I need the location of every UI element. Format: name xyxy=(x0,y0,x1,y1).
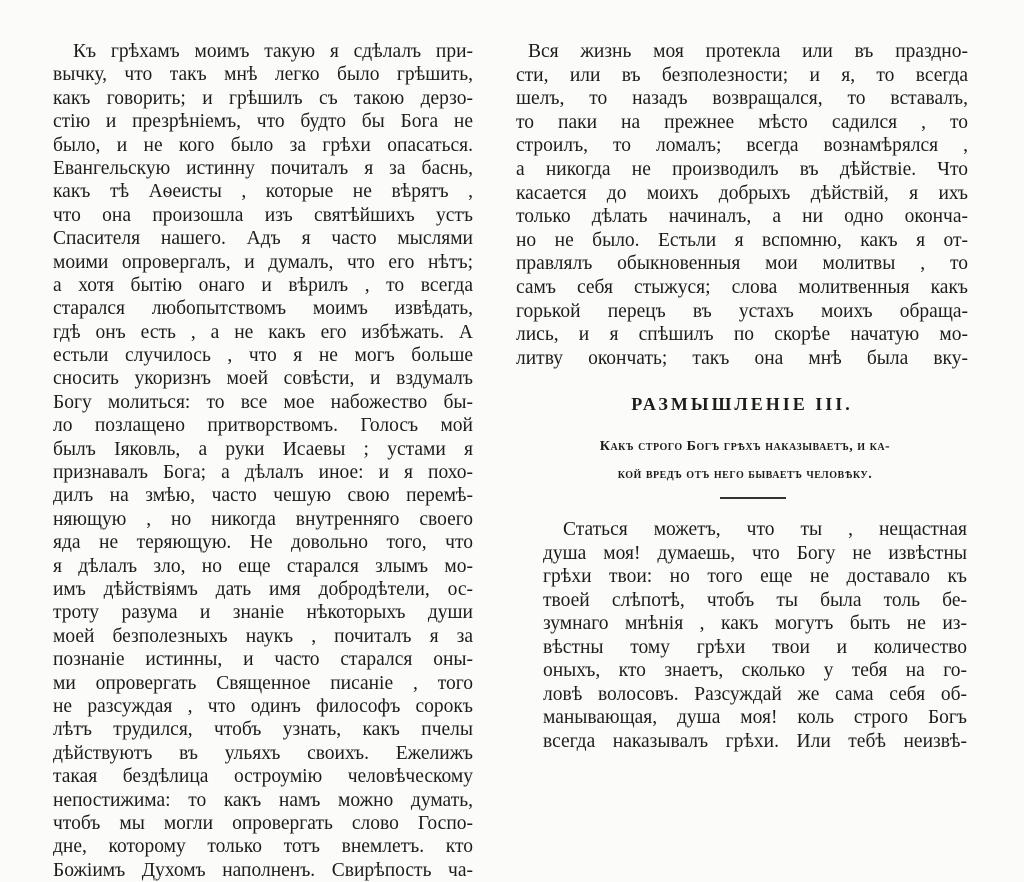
text-line: грѣхи твои: но того еще не доставало къ xyxy=(543,566,967,587)
chapter-subtitle xyxy=(530,433,960,489)
right-page-paragraph xyxy=(543,518,967,753)
text-line: моей безполезныхъ наукъ , почиталъ я за xyxy=(53,625,473,647)
chapter-heading: РАЗМЫШЛЕНІЕ III. xyxy=(631,394,853,414)
text-line: чтобъ мы могли опровергать слово Госпо- xyxy=(53,812,473,834)
text-line: литву окончать; такъ она мнѣ была вку- xyxy=(516,347,968,369)
text-line: Статься можетъ, что ты , нещастная xyxy=(563,519,967,540)
text-line: было, и не кого было за грѣхи опасаться. xyxy=(53,134,473,156)
text-line: Евангельскую истинну почиталъ я за баснь, xyxy=(53,157,473,179)
text-line: Богу молиться: то все мое набожество бы- xyxy=(53,391,473,413)
text-line: ловѣ волосовъ. Разсуждай же сама себя об- xyxy=(543,683,967,705)
text-line: познаніе истинны, и часто старался оны- xyxy=(53,649,473,671)
text-line: моими опровергалъ, и думалъ, что его нѣтъ; xyxy=(53,251,473,273)
text-line: дилъ на змѣю, часто чешую свою перемѣ- xyxy=(53,485,473,507)
text-line: лѣтъ трудился, чтобъ узнать, какъ пчелы xyxy=(53,719,473,741)
text-line: ми опровергать Священное писаніе , того xyxy=(53,672,473,694)
text-line: ло позлащено притворствомъ. Голосъ мой xyxy=(53,415,473,437)
text-line: стію и презрѣніемъ, что будто бы Бога не xyxy=(53,111,473,133)
text-line: только дѣлать начиналъ, а ни одно оконча- xyxy=(516,206,968,228)
text-line: такая бездѣлица остроумію человѣческому xyxy=(53,766,473,788)
text-line: троту разума и знаніе нѣкоторыхъ души xyxy=(53,602,473,624)
text-line: лись, и я спѣшилъ по скорѣе начатую мо- xyxy=(516,324,968,346)
text-line: а хотя бытію онаго и вѣрилъ , то всегда xyxy=(53,274,473,296)
text-line: всегда наказывалъ грѣхи. Или тебѣ неизвѣ- xyxy=(543,730,967,752)
text-line: Спасителя нашего. Адъ я часто мыслями xyxy=(53,228,473,250)
text-line: гдѣ онъ есть , а не какъ его избѣжать. А xyxy=(53,321,473,343)
text-line: манывающая, душа моя! коль строго Богъ xyxy=(543,707,967,728)
text-line: я дѣлалъ зло, но еще старался злымъ мо- xyxy=(53,555,473,577)
text-line: былъ Іяковль, а руки Исаевы ; устами я xyxy=(53,438,473,460)
text-line: естьли случилось , что я не могъ больше xyxy=(53,345,473,367)
text-line: признавалъ Бога; а дѣлалъ иное: и я похо- xyxy=(53,462,473,484)
text-line: твоей слѣпотѣ, чтобъ ты была толь бе- xyxy=(543,589,967,611)
text-line: непостижима: то какъ намъ можно думать, xyxy=(53,789,473,811)
section-divider xyxy=(720,497,786,499)
text-line: касается до моихъ добрыхъ дѣйствій, я ихъ xyxy=(516,182,968,204)
text-line: яда не теряющую. Не довольно того, что xyxy=(53,532,473,554)
text-line: вѣстны тому грѣхи твои и количество xyxy=(543,636,967,658)
text-line: оныхъ, кто знаетъ, сколько у тебя на го- xyxy=(543,660,967,681)
text-line: старался любопытствомъ моимъ извѣдать, xyxy=(53,298,473,320)
text-line: зумнаго мнѣнія , какъ могутъ быть не из- xyxy=(543,613,967,634)
text-line: правлялъ обыкновенныя мои молитвы , то xyxy=(516,253,968,275)
text-line: горькой перецъ въ устахъ моихъ обраща- xyxy=(516,300,968,322)
text-line: Къ грѣхамъ моимъ такую я сдѣлалъ при- xyxy=(73,41,473,62)
text-line: дне, которому только тотъ внемлетъ. кто xyxy=(53,836,473,858)
text-line: Божіимъ Духомъ наполненъ. Свирѣпость ча- xyxy=(53,859,473,881)
right-page-top-text xyxy=(516,40,968,370)
text-line: сносить укоризнъ моей совѣсти, и вздумалъ xyxy=(53,368,473,390)
subtitle-line: Какъ строго Богъ грѣхъ наказываетъ, и ка- xyxy=(599,439,891,454)
text-line: дѣйствуютъ въ ульяхъ своихъ. Ежелижъ xyxy=(53,742,473,764)
text-line: какъ тѣ Аѳеисты , которые не вѣрятъ , xyxy=(53,181,473,203)
left-page-column xyxy=(53,40,473,882)
text-line: Вся жизнь моя протекла или въ праздно- xyxy=(528,41,968,62)
text-line: сти, или въ безполезности; и я, то всегда xyxy=(516,64,968,86)
text-line: душа моя! думаешь, что Богу не извѣстны xyxy=(543,542,967,564)
text-line: самъ себя стыжуся; слова молитвенныя какъ xyxy=(516,276,968,298)
text-line: имъ дѣйствіямъ дать имя добродѣтели, ос- xyxy=(53,578,473,600)
subtitle-line: кой вредъ отъ него бываетъ человѣку. xyxy=(617,467,873,482)
text-line: не разсуждая , что одинъ философъ сорокъ xyxy=(53,695,473,717)
text-line: но не было. Естьли я вспомню, какъ я от- xyxy=(516,229,968,251)
text-line: то паки на прежнее мѣсто садился , то xyxy=(516,111,968,133)
text-line: няющую , но никогда внутренняго своего xyxy=(53,508,473,530)
text-line: что она произошла изъ святѣйшихъ устъ xyxy=(53,204,473,226)
text-line: шелъ, то назадъ возвращался, то вставалъ, xyxy=(516,88,968,110)
text-line: строилъ, то ломалъ; всегда вознамѣрялся , xyxy=(516,135,968,157)
text-line: какъ говорить; и грѣшилъ съ такою дерзо- xyxy=(53,87,473,109)
text-line: а никогда не производилъ въ дѣйствіе. Что xyxy=(516,158,968,180)
text-line: вычку, что такъ мнѣ легко было грѣшить, xyxy=(53,64,473,86)
